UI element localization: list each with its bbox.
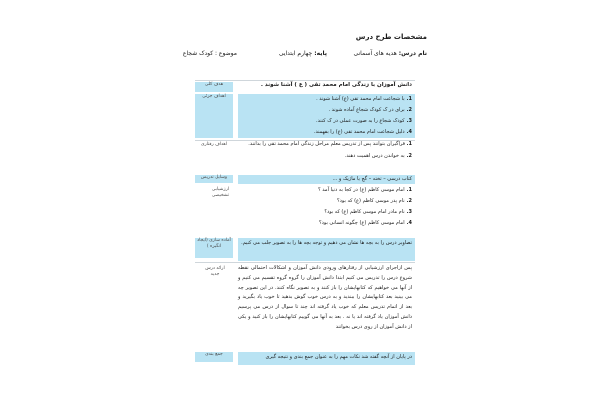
materials-label: وسایل تدریس [195,175,233,183]
general-goal-value: دانش آموزان با زندگی امام محمد تقی ( ع ) آشنا شوند . [260,82,412,88]
summary [238,352,415,365]
item-number: 1. [406,96,412,102]
item-text: برای در ک کودک شجاع آماده شوند . [328,107,405,113]
list-item [238,141,415,149]
item-text: فراگیران بتوانند پس از تدریس معلم مراحل زندگی امام محمد تقی را بدانند. [248,141,406,147]
lesson-meta [167,50,427,60]
presentation [238,264,415,346]
grade-label: پایه: [314,50,327,57]
divider [195,262,415,263]
summary-label: جمع بندی [195,352,233,362]
item-number: 1. [406,141,412,147]
presentation-text: پس ازاجرای ارزشیابی از رفتارهای ورودی دانش آموزان و اشکالات احتمالی نقطه شروع درس را تدریس می کنیم ابتدا دانش آموزان را گروه گروه تقسیم می کنیم و از آنها می خواهیم که کتابهایشان را باز کنند و به تصویر نگاه کنند. در این تصویر چه می بینید بعد کتابهایشان را ببندید و به درس خوب گوش بدهید تا خوب یاد بگیرید و بعد از اتمام تدریس معلم که خوب یاد گرفته اند چند تا سوال از درس می پرسیم دانش آموزان یاد گرفته اند یا نه . بعد به آنها می گوییم کتابهایشان را باز کنید و یکی از دانش آموزان از روی درس بخوانند [238,265,412,330]
list-item [238,105,415,116]
divider [195,80,415,81]
lesson-name-value: هدیه های آسمانی [353,50,397,57]
grade-value: چهارم ابتدایی [278,50,313,57]
summary-text: در پایان از آنچه گفته شد نکات مهم را به عنوان جمع بندی و نتیجه گیری [265,354,412,360]
item-text: نام مادر امام موسی کاظم (ع) که بود؟ [324,209,405,215]
item-text: نام پدر موسی کاظم (ع) که بود؟ [337,198,405,204]
item-text: امام موسی کاظم (ع) چگونه انسانی بود؟ [318,220,405,226]
partial-goals [238,94,415,138]
lesson-name-label: نام درس: [398,50,427,57]
list-item [238,207,415,218]
item-number: 3. [406,118,412,124]
list-item [238,151,415,162]
item-number: 1. [406,187,412,193]
list-item [238,116,415,127]
list-item [238,127,415,138]
item-number: 2. [406,152,412,159]
item-text: امام موسی کاظم (ع) در کجا به دنیا آمد ؟ [318,187,405,193]
diagnostic-label: ارزشیابی تشخیصی [211,187,229,198]
item-number: 2. [406,198,412,204]
behavioral-goals [238,141,415,173]
item-number: 2. [406,107,412,113]
item-text: دلیل شجاعت امام محمد تقی (ع) را بفهمند. [313,129,405,135]
list-item [238,94,415,105]
presentation-label: ارائه درس جدید [205,266,225,277]
partial-goals-label: اهداف جزئی [195,94,233,138]
topic: موضوع : کودک شجاع [182,50,237,57]
list-item [238,185,415,196]
diagnostic-questions [238,185,415,231]
materials-text: کتاب درسی – تخته – گچ یا ماژیک و ... [332,176,412,182]
list-item [238,196,415,207]
preparation-text: تصاویر درس را به بچه ها نشان می دهیم و توجه بچه ها را به تصویر جلب می کنیم. [241,240,412,246]
behavioral-goals-label: اهداف رفتاری [200,142,228,147]
list-item [238,218,415,229]
item-text: به خواندن درس اهمیت دهند. [344,152,405,159]
materials [238,175,415,184]
lesson-name [353,50,427,57]
general-goal-text [238,82,415,92]
grade [279,50,327,57]
page-title: مشخصات طرح درس [355,33,427,41]
item-text: با شجاعت امام محمد تقی (ع) آشنا شوند . [316,96,405,102]
item-number: 4. [406,129,412,135]
general-goal-label: هدف کلی [195,82,233,92]
preparation-label: آماده سازی (ایجاد انگیزه ) [195,238,233,258]
item-number: 4. [406,220,412,226]
item-text: کودک شجاع را به صورت عملی در ک کنند. [316,118,405,124]
preparation [238,238,415,261]
item-number: 3. [406,209,412,215]
